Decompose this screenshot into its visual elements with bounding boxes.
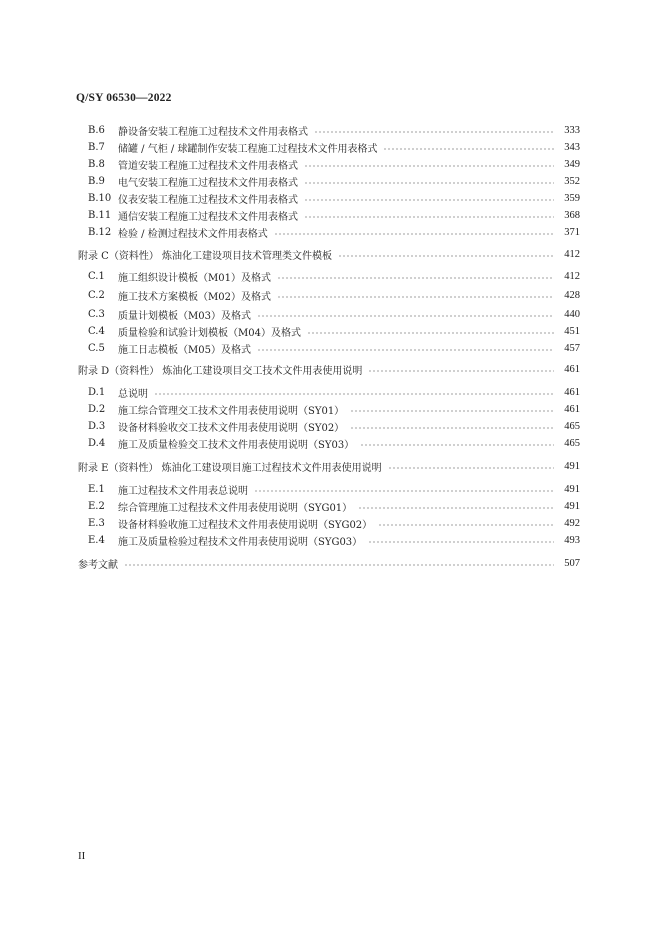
toc-entry-title: 施工综合管理交工技术文件用表使用说明（SY01） (118, 405, 345, 417)
toc-entry-title: 储罐 / 气柜 / 球罐制作安装工程施工过程技术文件用表格式 (118, 143, 378, 155)
leader-dots (304, 182, 554, 184)
leader-dots (257, 315, 554, 317)
leader-dots (154, 393, 554, 395)
toc-entry-title: 管道安装工程施工过程技术文件用表格式 (118, 160, 298, 172)
toc-entry-title: 施工过程技术文件用表总说明 (118, 485, 248, 497)
toc-entry-number: E.3 (88, 517, 105, 529)
leader-dots (350, 427, 554, 429)
leader-dots (277, 296, 554, 298)
leader-dots (304, 199, 554, 201)
toc-entry[interactable] (88, 190, 580, 206)
toc-entry-page: 457 (564, 342, 580, 354)
toc-entry-number: D.3 (88, 420, 106, 432)
toc-entry-number: E.1 (88, 483, 105, 495)
toc-entry-page: 412 (564, 270, 580, 282)
toc-entry-page: 492 (564, 517, 580, 529)
leader-dots (307, 332, 554, 334)
toc-entry-title: 通信安装工程施工过程技术文件用表格式 (118, 211, 298, 223)
toc-appendix-entry[interactable] (78, 246, 580, 262)
toc-entry-page: 465 (564, 437, 580, 449)
toc-entry-number: B.6 (88, 124, 105, 136)
toc-entry[interactable] (88, 481, 580, 497)
toc-entry-page: 461 (564, 403, 580, 415)
toc-entry-number: B.8 (88, 158, 105, 170)
toc-entry-page: 333 (564, 124, 580, 136)
leader-dots (277, 277, 554, 279)
toc-entry[interactable] (88, 156, 580, 172)
toc-entry-number: C.5 (88, 342, 105, 354)
toc-entry-page: 451 (564, 325, 580, 337)
toc-entry-page: 349 (564, 158, 580, 170)
leader-dots (368, 541, 554, 543)
toc-appendix-entry[interactable] (78, 458, 580, 474)
leader-dots (257, 349, 554, 351)
toc-entry-title: 静设备安装工程施工过程技术文件用表格式 (118, 126, 308, 138)
toc-entry-number: D.4 (88, 437, 106, 449)
toc-entry-title: 设备材料验收施工过程技术文件用表使用说明（SYG02） (118, 519, 373, 531)
toc-entry-page: 491 (564, 483, 580, 495)
toc-entry-title: 施工及质量检验交工技术文件用表使用说明（SY03） (118, 439, 355, 451)
toc-entry-number: B.9 (88, 175, 105, 187)
leader-dots (254, 490, 554, 492)
leader-dots (378, 524, 554, 526)
toc-entry-page: 371 (564, 226, 580, 238)
toc-entry[interactable] (88, 224, 580, 240)
toc-entry[interactable] (88, 207, 580, 223)
toc-entry-title: 施工技术方案模板（M02）及格式 (118, 291, 271, 303)
toc-entry[interactable] (88, 323, 580, 339)
toc-entry-number: C.2 (88, 289, 105, 301)
toc-entry-title: 质量计划模板（M03）及格式 (118, 310, 251, 322)
leader-dots (383, 148, 554, 150)
toc-entry-number: C.4 (88, 325, 105, 337)
document-code-header: Q/SY 06530—2022 (76, 92, 172, 104)
leader-dots (304, 165, 554, 167)
leader-dots (388, 467, 554, 469)
toc-entry-number: E.4 (88, 534, 105, 546)
toc-entry[interactable] (88, 532, 580, 548)
toc-entry[interactable] (88, 498, 580, 514)
toc-entry-number: C.3 (88, 308, 105, 320)
toc-entry-title: 设备材料验收交工技术文件用表使用说明（SY02） (118, 422, 345, 434)
toc-entry[interactable] (88, 384, 580, 400)
toc-entry[interactable] (88, 122, 580, 138)
toc-entry-page: 461 (564, 386, 580, 398)
toc-entry[interactable] (88, 173, 580, 189)
toc-appendix-entry[interactable] (78, 361, 580, 377)
toc-entry-title: 附录 C（资料性） 炼油化工建设项目技术管理类文件模板 (78, 250, 333, 262)
toc-entry-number: B.7 (88, 141, 105, 153)
toc-entry-title: 附录 D（资料性） 炼油化工建设项目交工技术文件用表使用说明 (78, 365, 363, 377)
toc-entry-page: 428 (564, 289, 580, 301)
leader-dots (314, 131, 554, 133)
toc-entry-number: B.11 (88, 209, 112, 221)
toc-entry-page: 507 (564, 557, 580, 569)
toc-entry-page: 368 (564, 209, 580, 221)
toc-entry-page: 493 (564, 534, 580, 546)
toc-entry-title: 综合管理施工过程技术文件用表使用说明（SYG01） (118, 502, 353, 514)
toc-entry-title: 仪表安装工程施工过程技术文件用表格式 (118, 194, 298, 206)
leader-dots (368, 370, 554, 372)
toc-entry[interactable] (88, 435, 580, 451)
toc-entry-title: 附录 E（资料性） 炼油化工建设项目施工过程技术文件用表使用说明 (78, 462, 382, 474)
toc-entry[interactable] (88, 268, 580, 284)
leader-dots (360, 444, 554, 446)
toc-entry[interactable] (88, 401, 580, 417)
leader-dots (338, 255, 554, 257)
toc-entry-number: D.1 (88, 386, 106, 398)
toc-entry-page: 491 (564, 460, 580, 472)
toc-entry-page: 440 (564, 308, 580, 320)
toc-entry-title: 电气安装工程施工过程技术文件用表格式 (118, 177, 298, 189)
toc-entry-title: 质量检验和试验计划模板（M04）及格式 (118, 327, 301, 339)
toc-entry[interactable] (88, 287, 580, 303)
toc-entry[interactable] (88, 306, 580, 322)
toc-entry-number: E.2 (88, 500, 105, 512)
leader-dots (274, 233, 554, 235)
toc-references-entry[interactable] (78, 555, 580, 571)
toc-entry[interactable] (88, 139, 580, 155)
toc-entry-page: 412 (564, 248, 580, 260)
toc-entry-title: 参考文献 (78, 559, 118, 571)
leader-dots (350, 410, 554, 412)
toc-entry-title: 施工及质量检验过程技术文件用表使用说明（SYG03） (118, 536, 363, 548)
toc-entry-number: B.10 (88, 192, 112, 204)
toc-entry-title: 施工组织设计模板（M01）及格式 (118, 272, 271, 284)
toc-entry-page: 491 (564, 500, 580, 512)
toc-entry-title: 检验 / 检测过程技术文件用表格式 (118, 228, 268, 240)
toc-entry-number: B.12 (88, 226, 112, 238)
toc-entry-page: 465 (564, 420, 580, 432)
toc-entry-number: C.1 (88, 270, 105, 282)
leader-dots (358, 507, 554, 509)
toc-entry[interactable] (88, 515, 580, 531)
toc-entry[interactable] (88, 340, 580, 356)
leader-dots (124, 564, 554, 566)
toc-entry[interactable] (88, 418, 580, 434)
toc-entry-page: 461 (564, 363, 580, 375)
toc-entry-page: 359 (564, 192, 580, 204)
leader-dots (304, 216, 554, 218)
toc-entry-title: 施工日志模板（M05）及格式 (118, 344, 251, 356)
toc-entry-page: 352 (564, 175, 580, 187)
page-number-footer: II (78, 850, 86, 862)
toc-entry-page: 343 (564, 141, 580, 153)
toc-entry-title: 总说明 (118, 388, 148, 400)
toc-entry-number: D.2 (88, 403, 106, 415)
